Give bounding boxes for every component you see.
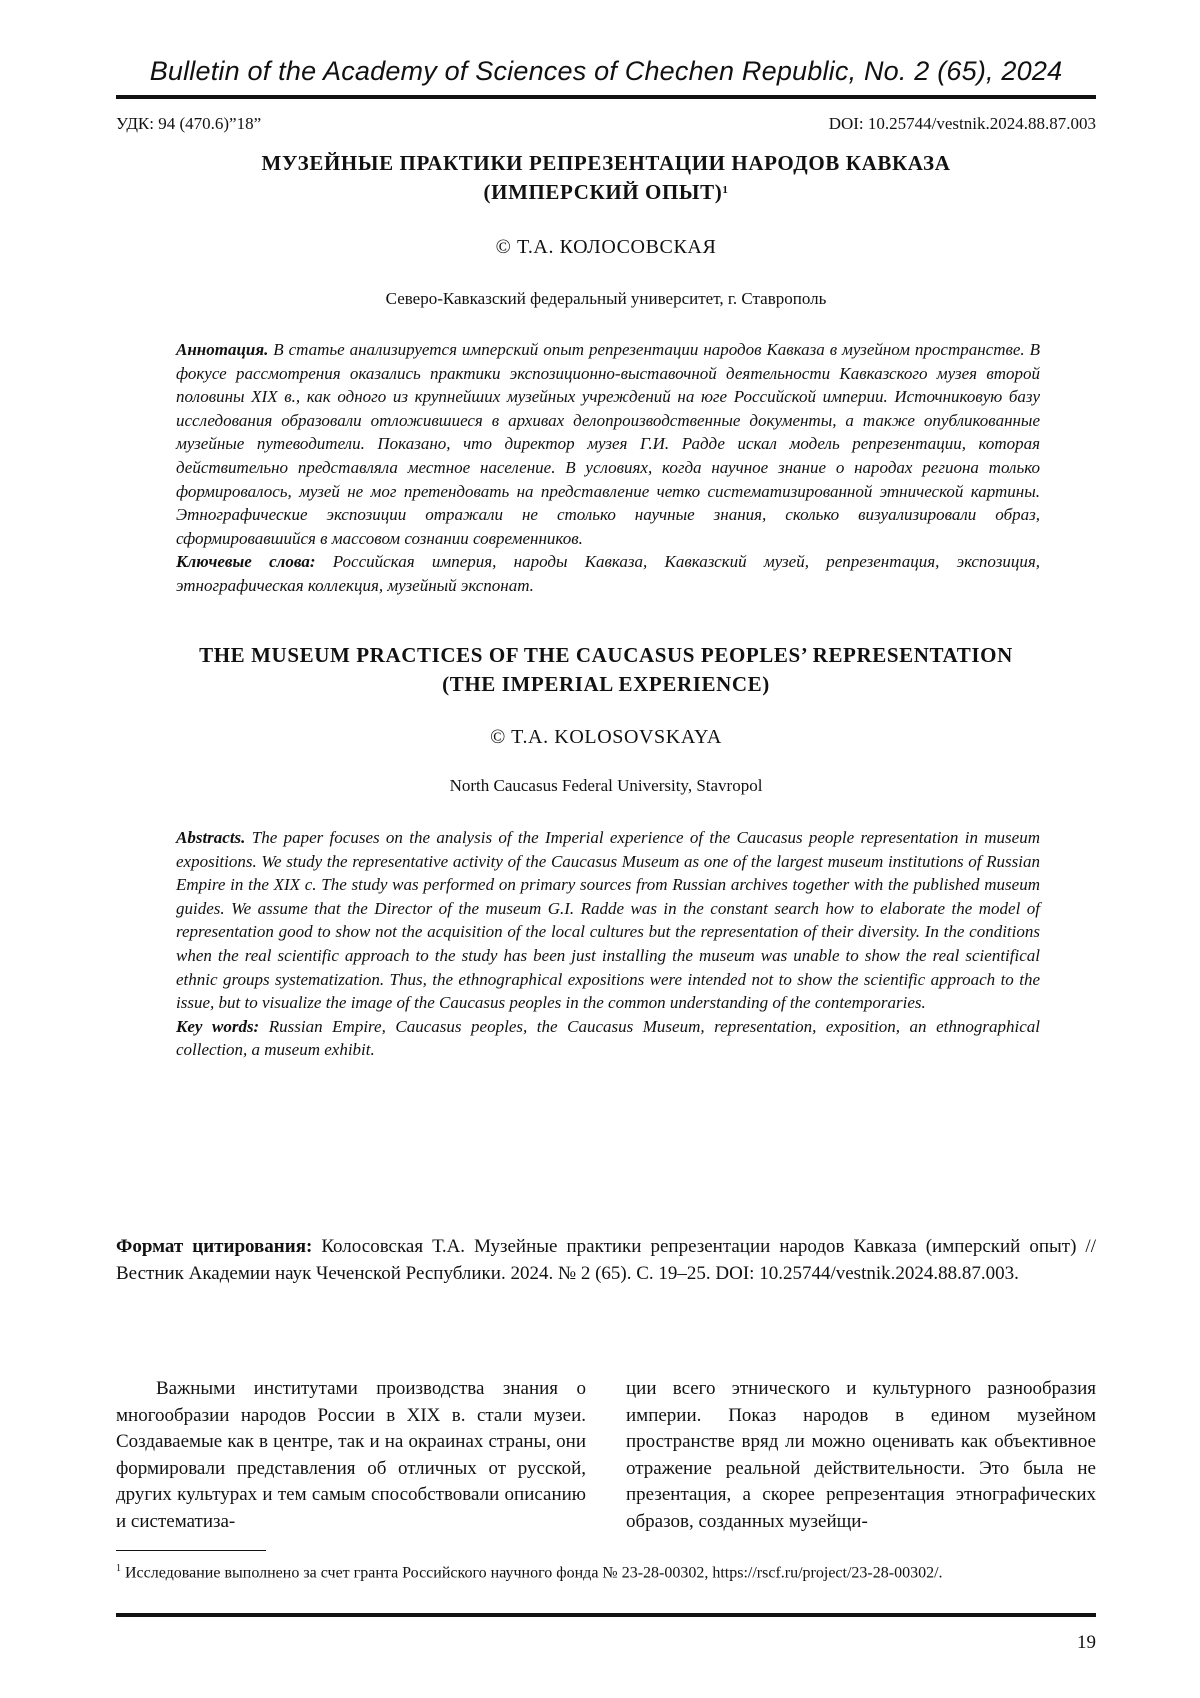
en-keywords-para — [176, 1015, 1040, 1062]
journal-header: Bulletin of the Academy of Sciences of Chechen Republic, No. 2 (65), 2024 — [149, 56, 1063, 86]
ru-title-footnote-mark: 1 — [722, 184, 729, 196]
ru-title-line1: МУЗЕЙНЫЕ ПРАКТИКИ РЕПРЕЗЕНТАЦИИ НАРОДОВ КАВКАЗА — [261, 151, 951, 175]
udk-code: УДК: 94 (470.6)”18” — [116, 114, 262, 133]
ru-title — [116, 149, 1096, 207]
header-rule — [116, 95, 1096, 99]
en-title — [116, 641, 1096, 699]
paper-page — [116, 0, 1096, 1698]
en-abstract-text: The paper focuses on the analysis of the Imperial experience of the Caucasus people representation in museum expositions. We study the representative activity of the Caucasus Museum as one of the largest museum institutions of Russian Empire in the XIX c. The study was performed on primary sources from Russian archives together with the published museum guides. We assume that the Director of the museum G.I. Radde was in the constant search how to elaborate the model of representation good to show not the acquisition of the local cultures but the representation of their diversity. In the conditions when the real scientific approach to the study has been just installing the museum was unable to show the real scientifical ethnic groups systematization. Thus, the ethnographical expositions were intended not to show the scientific approach to the issue, but to visualize the image of the Caucasus peoples in the common understanding of the contemporaries. — [176, 828, 1040, 1013]
ru-abstract — [176, 338, 1040, 598]
body-paragraph: Важными институтами производства знания о многообразии народов России в XIX в. стали музеи. Создаваемые как в центре, так и на окраинах страны, они формировали представления об отличных от русской, других культурах и тем самым способствовали описанию и систематиза- — [116, 1378, 586, 1532]
ru-affiliation: Северо-Кавказский федеральный университет, г. Ставрополь — [385, 289, 827, 308]
en-abstract-para — [176, 826, 1040, 1015]
ru-keywords-label: Ключевые слова: — [176, 552, 316, 572]
ru-abstract-label: Аннотация. — [176, 340, 269, 359]
en-abstract — [176, 826, 1040, 1062]
footnote — [116, 1557, 1096, 1584]
ru-author: © Т.А. КОЛОСОВСКАЯ — [495, 236, 717, 258]
ru-keywords-text: Российская империя, народы Кавказа, Кавказский музей, репрезентация, экспозиция, этнографическая коллекция, музейный экспонат. — [176, 552, 1040, 595]
body-column-left — [116, 1376, 586, 1536]
citation-text: Колосовская Т.А. Музейные практики репрезентации народов Кавказа (имперский опыт) // Вестник Академии наук Чеченской Республики. 2024. № 2 (65). С. 19–25. DOI: 10.25744/vestnik.2024.88.87.003. — [116, 1236, 1096, 1284]
en-keywords-label: Key words: — [176, 1016, 260, 1036]
citation-label: Формат цитирования: — [116, 1236, 313, 1257]
ru-abstract-text: В статье анализируется имперский опыт репрезентации народов Кавказа в музейном пространстве. В фокусе рассмотрения оказались практики экспозиционно-выставочной деятельности Кавказского музея второй половины XIX в., как одного из крупнейших музейных учреждений на юге Российской империи. Источниковую базу исследования образовали отложившиеся в архивах делопроизводственные документы, а также опубликованные музейные путеводители. Показано, что директор музея Г.И. Радде искал модель репрезентации, которая действительно представляла местное население. В условиях, когда научное знание о народах региона только формировалось, музей не мог претендовать на представление четко систематизированной этнической картины. Этнографические экспозиции отражали не столько научные знания, сколько визуализировали образ, сформировавшийся в массовом сознании современников. — [176, 340, 1040, 548]
en-affiliation: North Caucasus Federal University, Stavropol — [449, 776, 763, 795]
en-abstract-label: Abstracts. — [176, 828, 246, 847]
citation-format — [116, 1234, 1096, 1287]
body-column-right — [626, 1376, 1096, 1536]
ru-title-line2-wrap — [116, 178, 1096, 207]
ru-abstract-para — [176, 338, 1040, 550]
en-title-line1: THE MUSEUM PRACTICES OF THE CAUCASUS PEOPLES’ REPRESENTATION — [199, 643, 1013, 667]
en-title-line2: (THE IMPERIAL EXPERIENCE) — [442, 672, 770, 696]
en-keywords-text: Russian Empire, Caucasus peoples, the Caucasus Museum, representation, exposition, an ethnographical collection, a museum exhibit. — [176, 1016, 1040, 1060]
ru-keywords-para — [176, 550, 1040, 597]
en-author: © T.A. KOLOSOVSKAYA — [490, 726, 722, 748]
footnote-rule — [116, 1550, 266, 1551]
footnote-mark: 1 — [116, 1563, 121, 1574]
footer-rule — [116, 1613, 1096, 1617]
ru-title-line2: (ИМПЕРСКИЙ ОПЫТ) — [483, 180, 723, 204]
doi-code: DOI: 10.25744/vestnik.2024.88.87.003 — [828, 114, 1096, 133]
body-paragraph-continued: ции всего этнического и культурного разнообразия империи. Показ народов в едином музейном пространстве вряд ли можно оценивать как объективное отражение реальной действительности. Это была не презентация, а скорее репрезентация этнографических образов, созданных музейщи- — [626, 1378, 1096, 1532]
footnote-text: Исследование выполнено за счет гранта Российского научного фонда № 23-28-00302, https://rscf.ru/project/23-28-00302/. — [121, 1564, 943, 1582]
page-number: 19 — [1077, 1632, 1096, 1653]
